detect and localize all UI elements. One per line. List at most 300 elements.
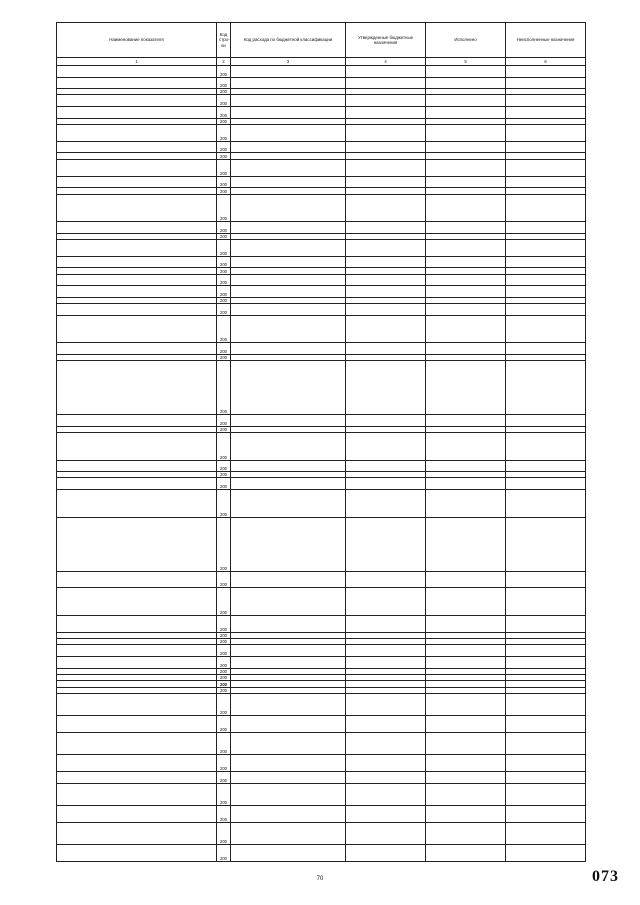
table-row: [57, 315, 586, 343]
row-approved-amount: [346, 274, 426, 286]
row-line-code: 200: [217, 268, 231, 274]
row-approved-amount: [346, 77, 426, 89]
row-remaining-amount: [506, 460, 586, 472]
table-row: [57, 176, 586, 188]
row-executed-amount: [426, 159, 506, 176]
row-line-code: 200: [217, 66, 231, 78]
row-line-code: 200: [217, 615, 231, 632]
row-indicator-name: [57, 732, 217, 754]
row-approved-amount: [346, 66, 426, 78]
row-executed-amount: [426, 107, 506, 119]
row-remaining-amount: [506, 66, 586, 78]
row-approved-amount: [346, 433, 426, 461]
row-executed-amount: [426, 433, 506, 461]
row-line-code: 200: [217, 188, 231, 194]
table-row: [57, 657, 586, 669]
row-indicator-name: [57, 77, 217, 89]
row-remaining-amount: [506, 771, 586, 783]
row-executed-amount: [426, 478, 506, 490]
row-line-code: 200: [217, 681, 231, 687]
row-remaining-amount: [506, 107, 586, 119]
table-row: [57, 645, 586, 657]
row-executed-amount: [426, 783, 506, 805]
header-budget-code: Код расхода по бюджетной классификации: [231, 23, 346, 58]
table-row: [57, 95, 586, 107]
row-budget-code: [231, 304, 346, 316]
row-executed-amount: [426, 415, 506, 427]
row-remaining-amount: [506, 159, 586, 176]
row-budget-code: [231, 77, 346, 89]
table-row: [57, 805, 586, 822]
table-row: [57, 783, 586, 805]
row-line-code: 200: [217, 771, 231, 783]
row-budget-code: [231, 222, 346, 234]
row-remaining-amount: [506, 433, 586, 461]
row-line-code: 200: [217, 89, 231, 95]
row-indicator-name: [57, 95, 217, 107]
row-indicator-name: [57, 715, 217, 732]
row-executed-amount: [426, 239, 506, 256]
row-line-code: 200: [217, 343, 231, 355]
row-line-code: 200: [217, 256, 231, 268]
table-row: [57, 478, 586, 490]
row-indicator-name: [57, 286, 217, 298]
row-executed-amount: [426, 657, 506, 669]
row-indicator-name: [57, 361, 217, 415]
row-approved-amount: [346, 715, 426, 732]
row-indicator-name: [57, 805, 217, 822]
table-row: [57, 732, 586, 754]
row-budget-code: [231, 124, 346, 141]
row-approved-amount: [346, 844, 426, 861]
row-executed-amount: [426, 194, 506, 222]
row-executed-amount: [426, 771, 506, 783]
row-approved-amount: [346, 771, 426, 783]
row-executed-amount: [426, 822, 506, 844]
sheet-stamp-number: 073: [592, 868, 619, 885]
row-executed-amount: [426, 805, 506, 822]
column-number: 2: [217, 58, 231, 66]
row-budget-code: [231, 95, 346, 107]
row-line-code: 200: [217, 715, 231, 732]
row-budget-code: [231, 715, 346, 732]
row-indicator-name: [57, 478, 217, 490]
row-approved-amount: [346, 159, 426, 176]
row-budget-code: [231, 274, 346, 286]
row-remaining-amount: [506, 141, 586, 153]
row-line-code: 200: [217, 472, 231, 478]
row-budget-code: [231, 822, 346, 844]
row-budget-code: [231, 433, 346, 461]
row-executed-amount: [426, 490, 506, 518]
row-budget-code: [231, 256, 346, 268]
row-line-code: 200: [217, 286, 231, 298]
column-number: 4: [346, 58, 426, 66]
row-remaining-amount: [506, 239, 586, 256]
row-line-code: 200: [217, 107, 231, 119]
row-remaining-amount: [506, 222, 586, 234]
row-line-code: 200: [217, 805, 231, 822]
row-remaining-amount: [506, 822, 586, 844]
row-executed-amount: [426, 460, 506, 472]
header-line-code: Код стро- ки: [217, 23, 231, 58]
row-approved-amount: [346, 286, 426, 298]
row-remaining-amount: [506, 715, 586, 732]
budget-execution-table: [56, 22, 586, 862]
table-body: [57, 66, 586, 862]
row-indicator-name: [57, 194, 217, 222]
table-row: [57, 77, 586, 89]
row-budget-code: [231, 732, 346, 754]
table-row: [57, 274, 586, 286]
row-indicator-name: [57, 141, 217, 153]
row-budget-code: [231, 415, 346, 427]
row-line-code: 200: [217, 274, 231, 286]
row-indicator-name: [57, 490, 217, 518]
row-remaining-amount: [506, 194, 586, 222]
column-number-row: [57, 58, 586, 66]
row-remaining-amount: [506, 517, 586, 571]
row-remaining-amount: [506, 304, 586, 316]
row-line-code: 200: [217, 668, 231, 674]
row-budget-code: [231, 478, 346, 490]
row-remaining-amount: [506, 256, 586, 268]
table-row: [57, 844, 586, 861]
row-remaining-amount: [506, 588, 586, 616]
row-budget-code: [231, 490, 346, 518]
row-line-code: 200: [217, 118, 231, 124]
row-remaining-amount: [506, 286, 586, 298]
row-approved-amount: [346, 822, 426, 844]
row-budget-code: [231, 657, 346, 669]
row-approved-amount: [346, 361, 426, 415]
row-executed-amount: [426, 844, 506, 861]
row-indicator-name: [57, 755, 217, 772]
row-remaining-amount: [506, 844, 586, 861]
table-row: [57, 194, 586, 222]
row-line-code: 200: [217, 693, 231, 715]
row-indicator-name: [57, 343, 217, 355]
row-executed-amount: [426, 124, 506, 141]
row-indicator-name: [57, 239, 217, 256]
row-line-code: 200: [217, 645, 231, 657]
row-indicator-name: [57, 176, 217, 188]
row-executed-amount: [426, 755, 506, 772]
row-budget-code: [231, 844, 346, 861]
row-executed-amount: [426, 141, 506, 153]
row-executed-amount: [426, 361, 506, 415]
row-indicator-name: [57, 256, 217, 268]
row-line-code: 200: [217, 239, 231, 256]
row-remaining-amount: [506, 755, 586, 772]
row-indicator-name: [57, 415, 217, 427]
page-number: 70: [316, 876, 324, 882]
row-line-code: 200: [217, 304, 231, 316]
table-row: [57, 460, 586, 472]
row-indicator-name: [57, 517, 217, 571]
row-executed-amount: [426, 645, 506, 657]
row-executed-amount: [426, 571, 506, 588]
table-row: [57, 571, 586, 588]
row-line-code: 200: [217, 490, 231, 518]
row-indicator-name: [57, 844, 217, 861]
row-line-code: 200: [217, 159, 231, 176]
table-row: [57, 693, 586, 715]
row-executed-amount: [426, 176, 506, 188]
row-remaining-amount: [506, 77, 586, 89]
row-indicator-name: [57, 159, 217, 176]
row-line-code: 200: [217, 233, 231, 239]
row-line-code: 200: [217, 315, 231, 343]
table-row: [57, 433, 586, 461]
table-row: [57, 615, 586, 632]
row-executed-amount: [426, 615, 506, 632]
table-row: [57, 66, 586, 78]
column-number: 3: [231, 58, 346, 66]
row-indicator-name: [57, 645, 217, 657]
row-line-code: 200: [217, 124, 231, 141]
row-approved-amount: [346, 304, 426, 316]
row-remaining-amount: [506, 783, 586, 805]
row-executed-amount: [426, 715, 506, 732]
row-line-code: 200: [217, 783, 231, 805]
row-budget-code: [231, 693, 346, 715]
row-indicator-name: [57, 657, 217, 669]
row-remaining-amount: [506, 176, 586, 188]
row-approved-amount: [346, 517, 426, 571]
row-indicator-name: [57, 304, 217, 316]
row-approved-amount: [346, 571, 426, 588]
table-row: [57, 490, 586, 518]
row-remaining-amount: [506, 805, 586, 822]
row-indicator-name: [57, 693, 217, 715]
row-remaining-amount: [506, 95, 586, 107]
row-remaining-amount: [506, 124, 586, 141]
row-remaining-amount: [506, 343, 586, 355]
table-row: [57, 222, 586, 234]
row-approved-amount: [346, 490, 426, 518]
row-approved-amount: [346, 239, 426, 256]
row-remaining-amount: [506, 274, 586, 286]
row-approved-amount: [346, 107, 426, 119]
row-approved-amount: [346, 315, 426, 343]
row-approved-amount: [346, 783, 426, 805]
row-line-code: 200: [217, 415, 231, 427]
row-indicator-name: [57, 588, 217, 616]
column-number: 5: [426, 58, 506, 66]
row-approved-amount: [346, 256, 426, 268]
table-row: [57, 141, 586, 153]
row-executed-amount: [426, 286, 506, 298]
column-number: 1: [57, 58, 217, 66]
row-line-code: 200: [217, 674, 231, 680]
row-line-code: 200: [217, 478, 231, 490]
row-line-code: 200: [217, 822, 231, 844]
row-approved-amount: [346, 343, 426, 355]
table-row: [57, 517, 586, 571]
row-budget-code: [231, 361, 346, 415]
row-line-code: 200: [217, 632, 231, 638]
row-executed-amount: [426, 66, 506, 78]
row-budget-code: [231, 141, 346, 153]
row-budget-code: [231, 755, 346, 772]
row-line-code: 200: [217, 732, 231, 754]
row-remaining-amount: [506, 361, 586, 415]
row-budget-code: [231, 286, 346, 298]
row-budget-code: [231, 645, 346, 657]
row-approved-amount: [346, 645, 426, 657]
table-row: [57, 343, 586, 355]
row-line-code: 200: [217, 77, 231, 89]
row-remaining-amount: [506, 315, 586, 343]
row-line-code: 200: [217, 426, 231, 432]
row-line-code: 200: [217, 194, 231, 222]
row-indicator-name: [57, 222, 217, 234]
row-budget-code: [231, 517, 346, 571]
row-approved-amount: [346, 141, 426, 153]
row-indicator-name: [57, 107, 217, 119]
row-approved-amount: [346, 176, 426, 188]
row-remaining-amount: [506, 732, 586, 754]
row-line-code: 200: [217, 361, 231, 415]
row-budget-code: [231, 771, 346, 783]
row-indicator-name: [57, 124, 217, 141]
table-row: [57, 304, 586, 316]
row-indicator-name: [57, 274, 217, 286]
row-indicator-name: [57, 822, 217, 844]
row-executed-amount: [426, 517, 506, 571]
row-executed-amount: [426, 222, 506, 234]
row-approved-amount: [346, 657, 426, 669]
table-row: [57, 588, 586, 616]
table-row: [57, 159, 586, 176]
row-line-code: 200: [217, 176, 231, 188]
row-approved-amount: [346, 615, 426, 632]
row-remaining-amount: [506, 478, 586, 490]
row-executed-amount: [426, 274, 506, 286]
row-indicator-name: [57, 66, 217, 78]
row-line-code: 200: [217, 639, 231, 645]
document-page: [56, 22, 585, 862]
row-line-code: 200: [217, 297, 231, 303]
row-approved-amount: [346, 194, 426, 222]
row-line-code: 200: [217, 844, 231, 861]
row-budget-code: [231, 343, 346, 355]
row-approved-amount: [346, 755, 426, 772]
row-budget-code: [231, 66, 346, 78]
row-indicator-name: [57, 433, 217, 461]
row-budget-code: [231, 159, 346, 176]
row-executed-amount: [426, 343, 506, 355]
table-row: [57, 124, 586, 141]
row-approved-amount: [346, 732, 426, 754]
row-budget-code: [231, 194, 346, 222]
row-line-code: 200: [217, 222, 231, 234]
row-approved-amount: [346, 588, 426, 616]
table-row: [57, 715, 586, 732]
row-approved-amount: [346, 460, 426, 472]
row-remaining-amount: [506, 657, 586, 669]
row-indicator-name: [57, 783, 217, 805]
row-executed-amount: [426, 77, 506, 89]
table-row: [57, 755, 586, 772]
row-budget-code: [231, 176, 346, 188]
row-budget-code: [231, 783, 346, 805]
row-approved-amount: [346, 805, 426, 822]
row-executed-amount: [426, 588, 506, 616]
table-row: [57, 256, 586, 268]
table-row: [57, 822, 586, 844]
row-line-code: 200: [217, 588, 231, 616]
row-budget-code: [231, 588, 346, 616]
table-row: [57, 239, 586, 256]
header-approved: Утвержденные бюджетные назначения: [346, 23, 426, 58]
row-budget-code: [231, 805, 346, 822]
column-number: 6: [506, 58, 586, 66]
row-approved-amount: [346, 124, 426, 141]
row-executed-amount: [426, 256, 506, 268]
row-approved-amount: [346, 222, 426, 234]
row-line-code: 200: [217, 95, 231, 107]
header-indicator-name: Наименование показателя: [57, 23, 217, 58]
table-row: [57, 361, 586, 415]
row-remaining-amount: [506, 571, 586, 588]
row-line-code: 200: [217, 755, 231, 772]
table-row: [57, 415, 586, 427]
row-indicator-name: [57, 571, 217, 588]
row-remaining-amount: [506, 615, 586, 632]
row-approved-amount: [346, 478, 426, 490]
row-approved-amount: [346, 95, 426, 107]
row-executed-amount: [426, 95, 506, 107]
row-remaining-amount: [506, 645, 586, 657]
row-line-code: 200: [217, 433, 231, 461]
row-indicator-name: [57, 771, 217, 783]
row-budget-code: [231, 107, 346, 119]
row-budget-code: [231, 615, 346, 632]
row-approved-amount: [346, 415, 426, 427]
table-row: [57, 771, 586, 783]
row-indicator-name: [57, 460, 217, 472]
row-budget-code: [231, 460, 346, 472]
row-line-code: 200: [217, 153, 231, 159]
row-remaining-amount: [506, 490, 586, 518]
row-line-code: 200: [217, 571, 231, 588]
row-line-code: 200: [217, 657, 231, 669]
row-indicator-name: [57, 615, 217, 632]
row-line-code: 200: [217, 141, 231, 153]
row-remaining-amount: [506, 693, 586, 715]
table-row: [57, 286, 586, 298]
row-line-code: 200: [217, 460, 231, 472]
row-executed-amount: [426, 304, 506, 316]
row-executed-amount: [426, 315, 506, 343]
row-executed-amount: [426, 693, 506, 715]
row-line-code: 200: [217, 354, 231, 360]
row-executed-amount: [426, 732, 506, 754]
row-budget-code: [231, 315, 346, 343]
table-header-row: [57, 23, 586, 58]
header-remaining: Неисполненные назначения: [506, 23, 586, 58]
table-row: [57, 107, 586, 119]
row-remaining-amount: [506, 415, 586, 427]
row-indicator-name: [57, 315, 217, 343]
row-approved-amount: [346, 693, 426, 715]
header-executed: Исполнено: [426, 23, 506, 58]
row-line-code: 200: [217, 687, 231, 693]
row-budget-code: [231, 571, 346, 588]
row-line-code: 200: [217, 517, 231, 571]
